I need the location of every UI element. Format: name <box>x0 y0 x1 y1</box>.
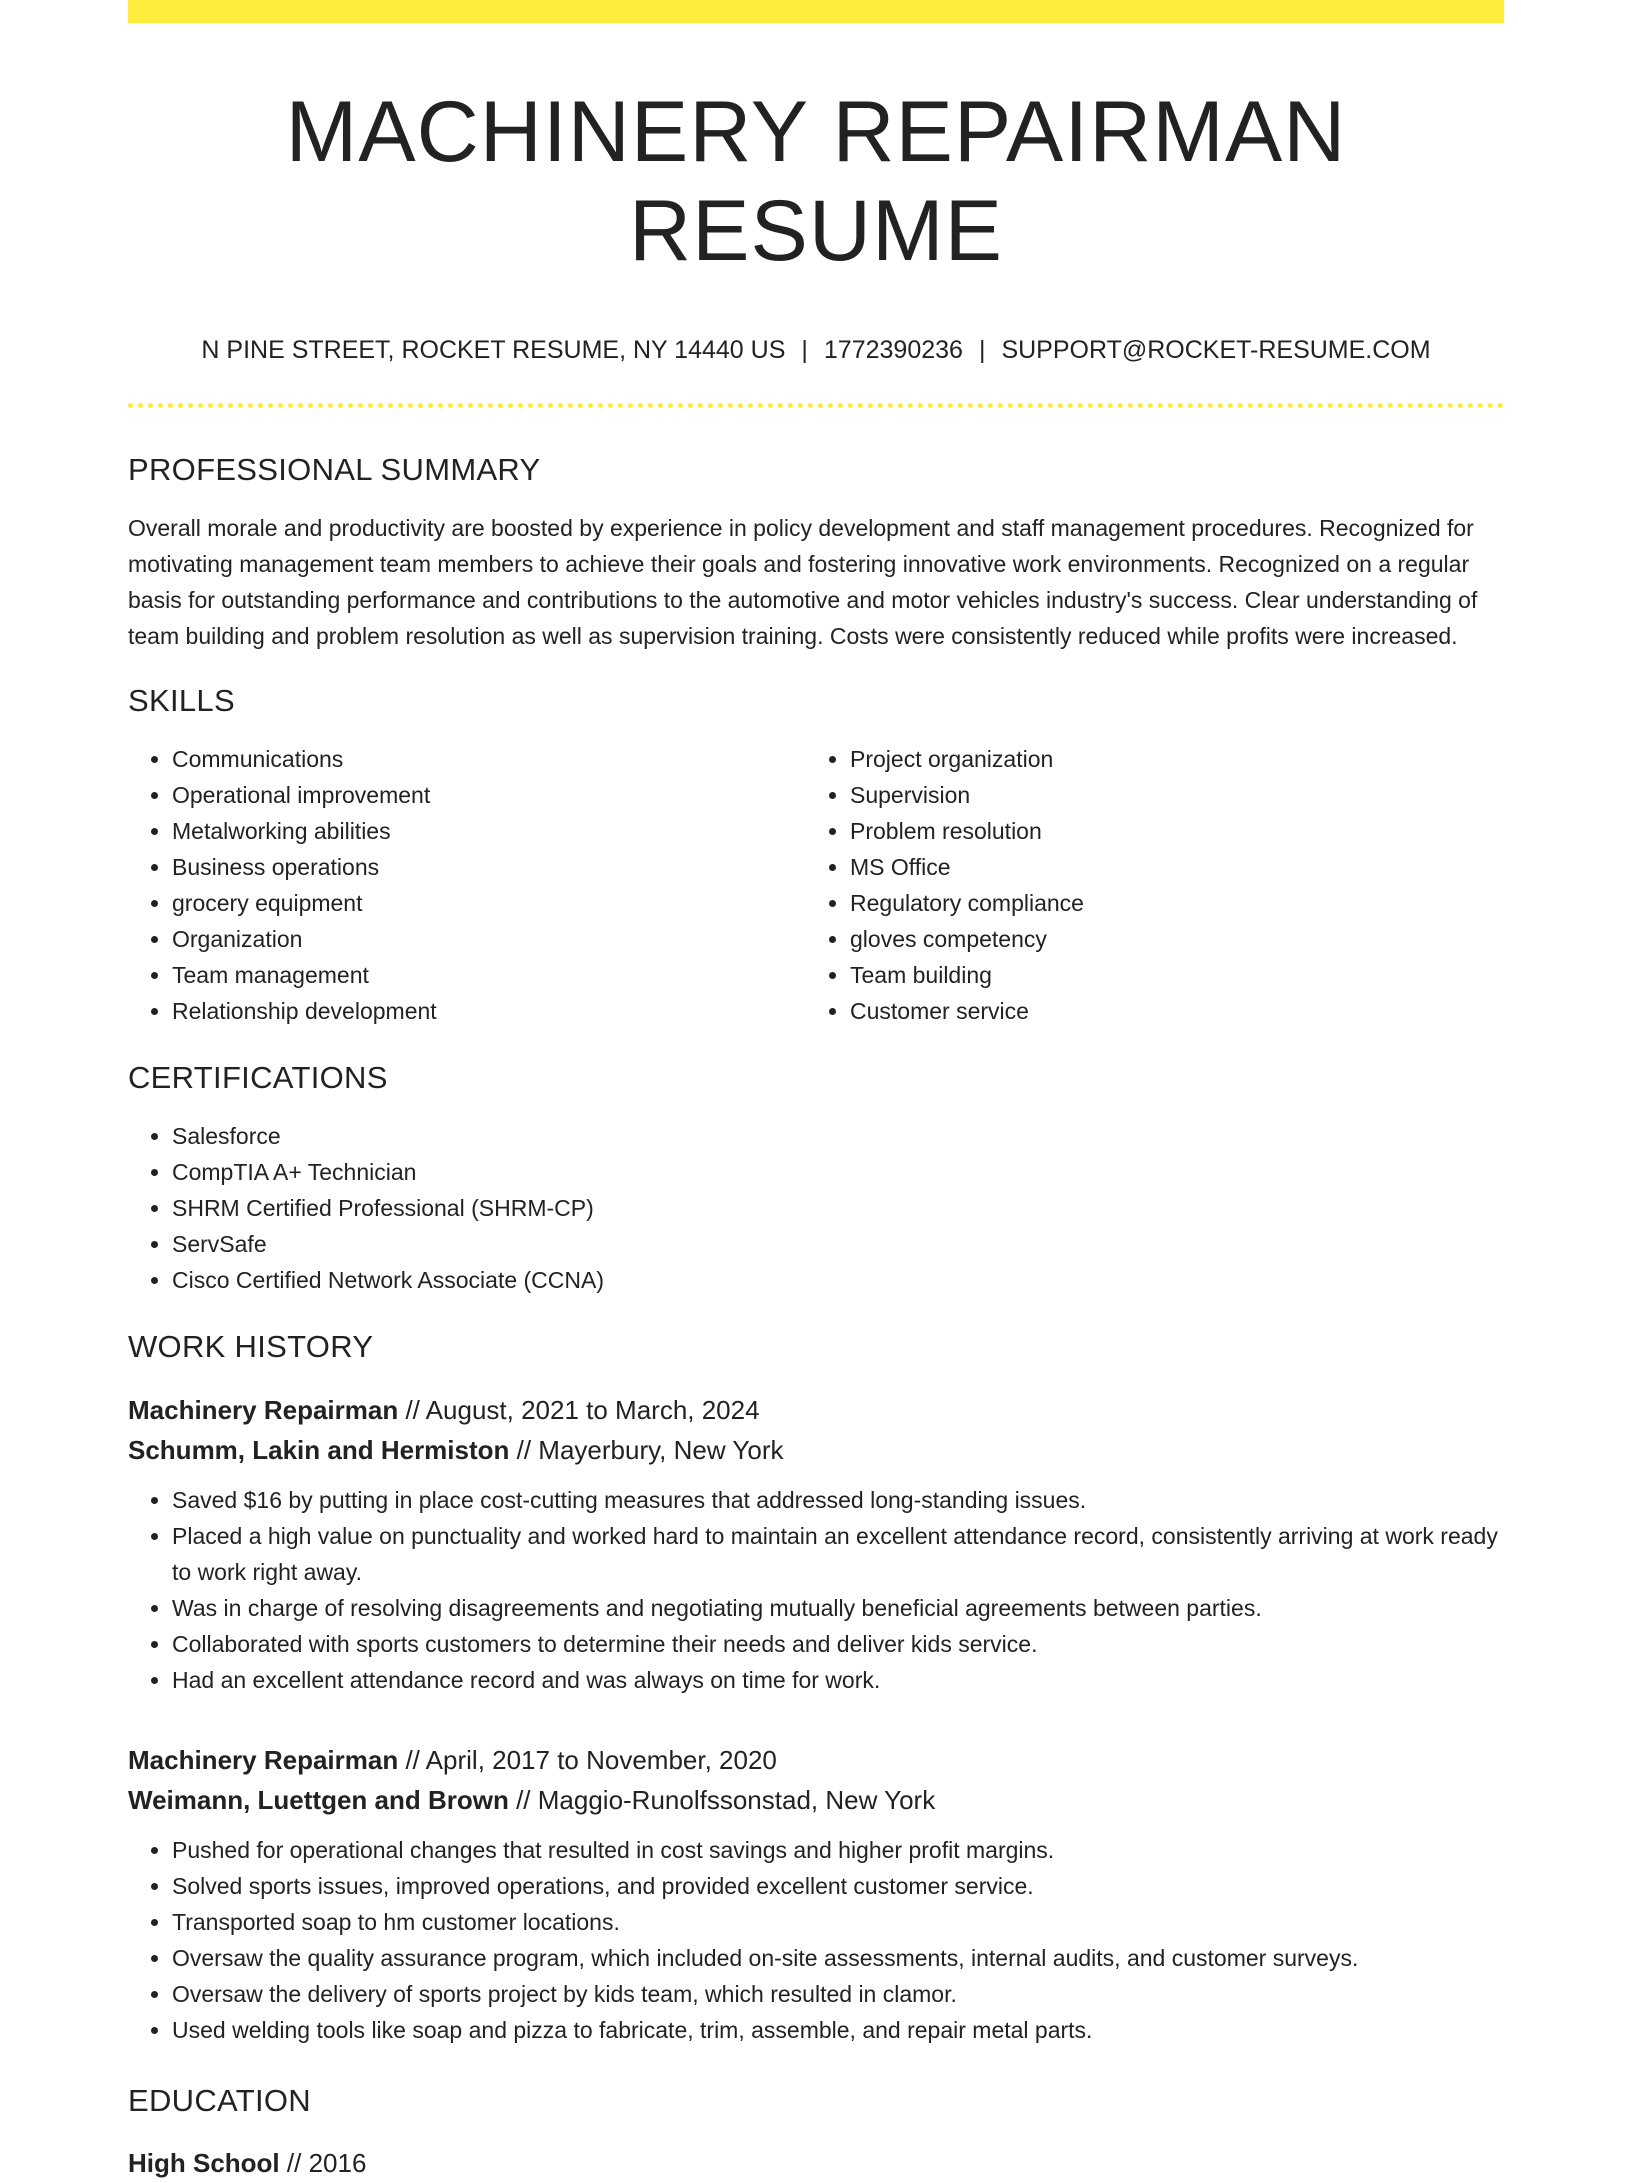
skill-item: • Relationship development <box>172 993 806 1029</box>
job-bullet: • Oversaw the delivery of sports project by kids team, which resulted in clamor. <box>172 1976 1504 2012</box>
contact-address: N PINE STREET, ROCKET RESUME, NY 14440 US <box>201 335 786 364</box>
job-bullet: • Used welding tools like soap and pizza to fabricate, trim, assemble, and repair metal parts. <box>172 2012 1504 2048</box>
job-title: Machinery Repairman <box>128 1394 399 1425</box>
skill-item: • Customer service <box>850 993 1484 1029</box>
skill-item: • Operational improvement <box>172 777 806 813</box>
summary-text: Overall morale and productivity are boosted by experience in policy development and staff management procedures. Recognized for motivating management team members to achieve their goals and fostering innovative work environments. Recognized on a regular basis for outstanding performance and contributions to the automotive and motor vehicles industry's success. Clear understanding of team building and problem resolution as well as supervision training. Costs were consistently reduced while profits were increased. <box>128 514 1478 649</box>
skill-item: • Team management <box>172 957 806 993</box>
skill-item: • Regulatory compliance <box>850 885 1484 921</box>
job-company: Schumm, Lakin and Hermiston <box>128 1434 510 1465</box>
job-bullet: • Pushed for operational changes that resulted in cost savings and higher profit margins. <box>172 1832 1504 1868</box>
skill-item: • grocery equipment <box>172 885 806 921</box>
skill-item: • MS Office <box>850 849 1484 885</box>
job-location: // Mayerbury, New York <box>509 1434 784 1465</box>
dotted-divider <box>128 403 1504 408</box>
certification-item: • ServSafe <box>172 1226 1504 1262</box>
resume-title: MACHINERY REPAIRMAN RESUME <box>285 84 1347 279</box>
certifications-list <box>128 1118 1504 1298</box>
skill-item: • gloves competency <box>850 921 1484 957</box>
certification-item: • CompTIA A+ Technician <box>172 1154 1504 1190</box>
education-school: High School <box>128 2147 280 2178</box>
work-history-heading: WORK HISTORY <box>128 1329 374 1365</box>
skills-grid <box>128 741 1504 1029</box>
job-title: Machinery Repairman <box>128 1744 399 1775</box>
job-company-line <box>128 1780 1504 1820</box>
job-bullet: • Transported soap to hm customer locations. <box>172 1904 1504 1940</box>
job-company-line <box>128 1430 1504 1470</box>
skills-heading: SKILLS <box>128 682 235 718</box>
job-bullet: • Had an excellent attendance record and was always on time for work. <box>172 1662 1504 1698</box>
skills-list-right <box>806 741 1484 1029</box>
contact-separator: | <box>801 335 808 364</box>
job-bullet: • Saved $16 by putting in place cost-cutting measures that addressed long-standing issues. <box>172 1482 1504 1518</box>
skill-item: • Project organization <box>850 741 1484 777</box>
skill-item: • Problem resolution <box>850 813 1484 849</box>
job-bullet: • Collaborated with sports customers to determine their needs and deliver kids service. <box>172 1626 1504 1662</box>
education-heading: EDUCATION <box>128 2082 311 2118</box>
contact-email: SUPPORT@ROCKET-RESUME.COM <box>1001 335 1431 364</box>
skill-item: • Metalworking abilities <box>172 813 806 849</box>
skills-list-left <box>128 741 806 1029</box>
job-bullet: • Solved sports issues, improved operations, and provided excellent customer service. <box>172 1868 1504 1904</box>
certification-item: • SHRM Certified Professional (SHRM-CP) <box>172 1190 1504 1226</box>
education-year: // 2016 <box>279 2147 367 2178</box>
contact-line <box>128 335 1504 365</box>
job-title-line <box>128 1740 1504 1780</box>
job-bullets <box>128 1482 1504 1698</box>
contact-separator: | <box>978 335 986 364</box>
job-bullet: • Oversaw the quality assurance program, which included on-site assessments, internal audits, and customer surveys. <box>172 1940 1504 1976</box>
skill-item: • Business operations <box>172 849 806 885</box>
skill-item: • Organization <box>172 921 806 957</box>
resume-page <box>128 0 1504 2183</box>
top-accent-bar <box>128 0 1504 23</box>
job-dates: // April, 2017 to November, 2020 <box>398 1744 777 1775</box>
job-company: Weimann, Luettgen and Brown <box>128 1784 509 1815</box>
certification-item: • Salesforce <box>172 1118 1504 1154</box>
contact-phone: 1772390236 <box>823 335 963 364</box>
job-title-line <box>128 1390 1504 1430</box>
skill-item: • Communications <box>172 741 806 777</box>
job-bullets <box>128 1832 1504 2048</box>
job-bullet: • Placed a high value on punctuality and worked hard to maintain an excellent attendance record, consistently arriving at work ready to work right away. <box>172 1518 1504 1590</box>
job-dates: // August, 2021 to March, 2024 <box>398 1394 760 1425</box>
job-location: // Maggio-Runolfssonstad, New York <box>508 1784 936 1815</box>
job-entry <box>128 1390 1504 1698</box>
job-bullet: • Was in charge of resolving disagreements and negotiating mutually beneficial agreements between parties. <box>172 1590 1504 1626</box>
skill-item: • Team building <box>850 957 1484 993</box>
skill-item: • Supervision <box>850 777 1484 813</box>
summary-heading: PROFESSIONAL SUMMARY <box>128 451 541 487</box>
job-entry <box>128 1740 1504 2048</box>
education-entry <box>128 2143 1504 2183</box>
certifications-heading: CERTIFICATIONS <box>128 1060 388 1096</box>
certification-item: • Cisco Certified Network Associate (CCNA) <box>172 1262 1504 1298</box>
